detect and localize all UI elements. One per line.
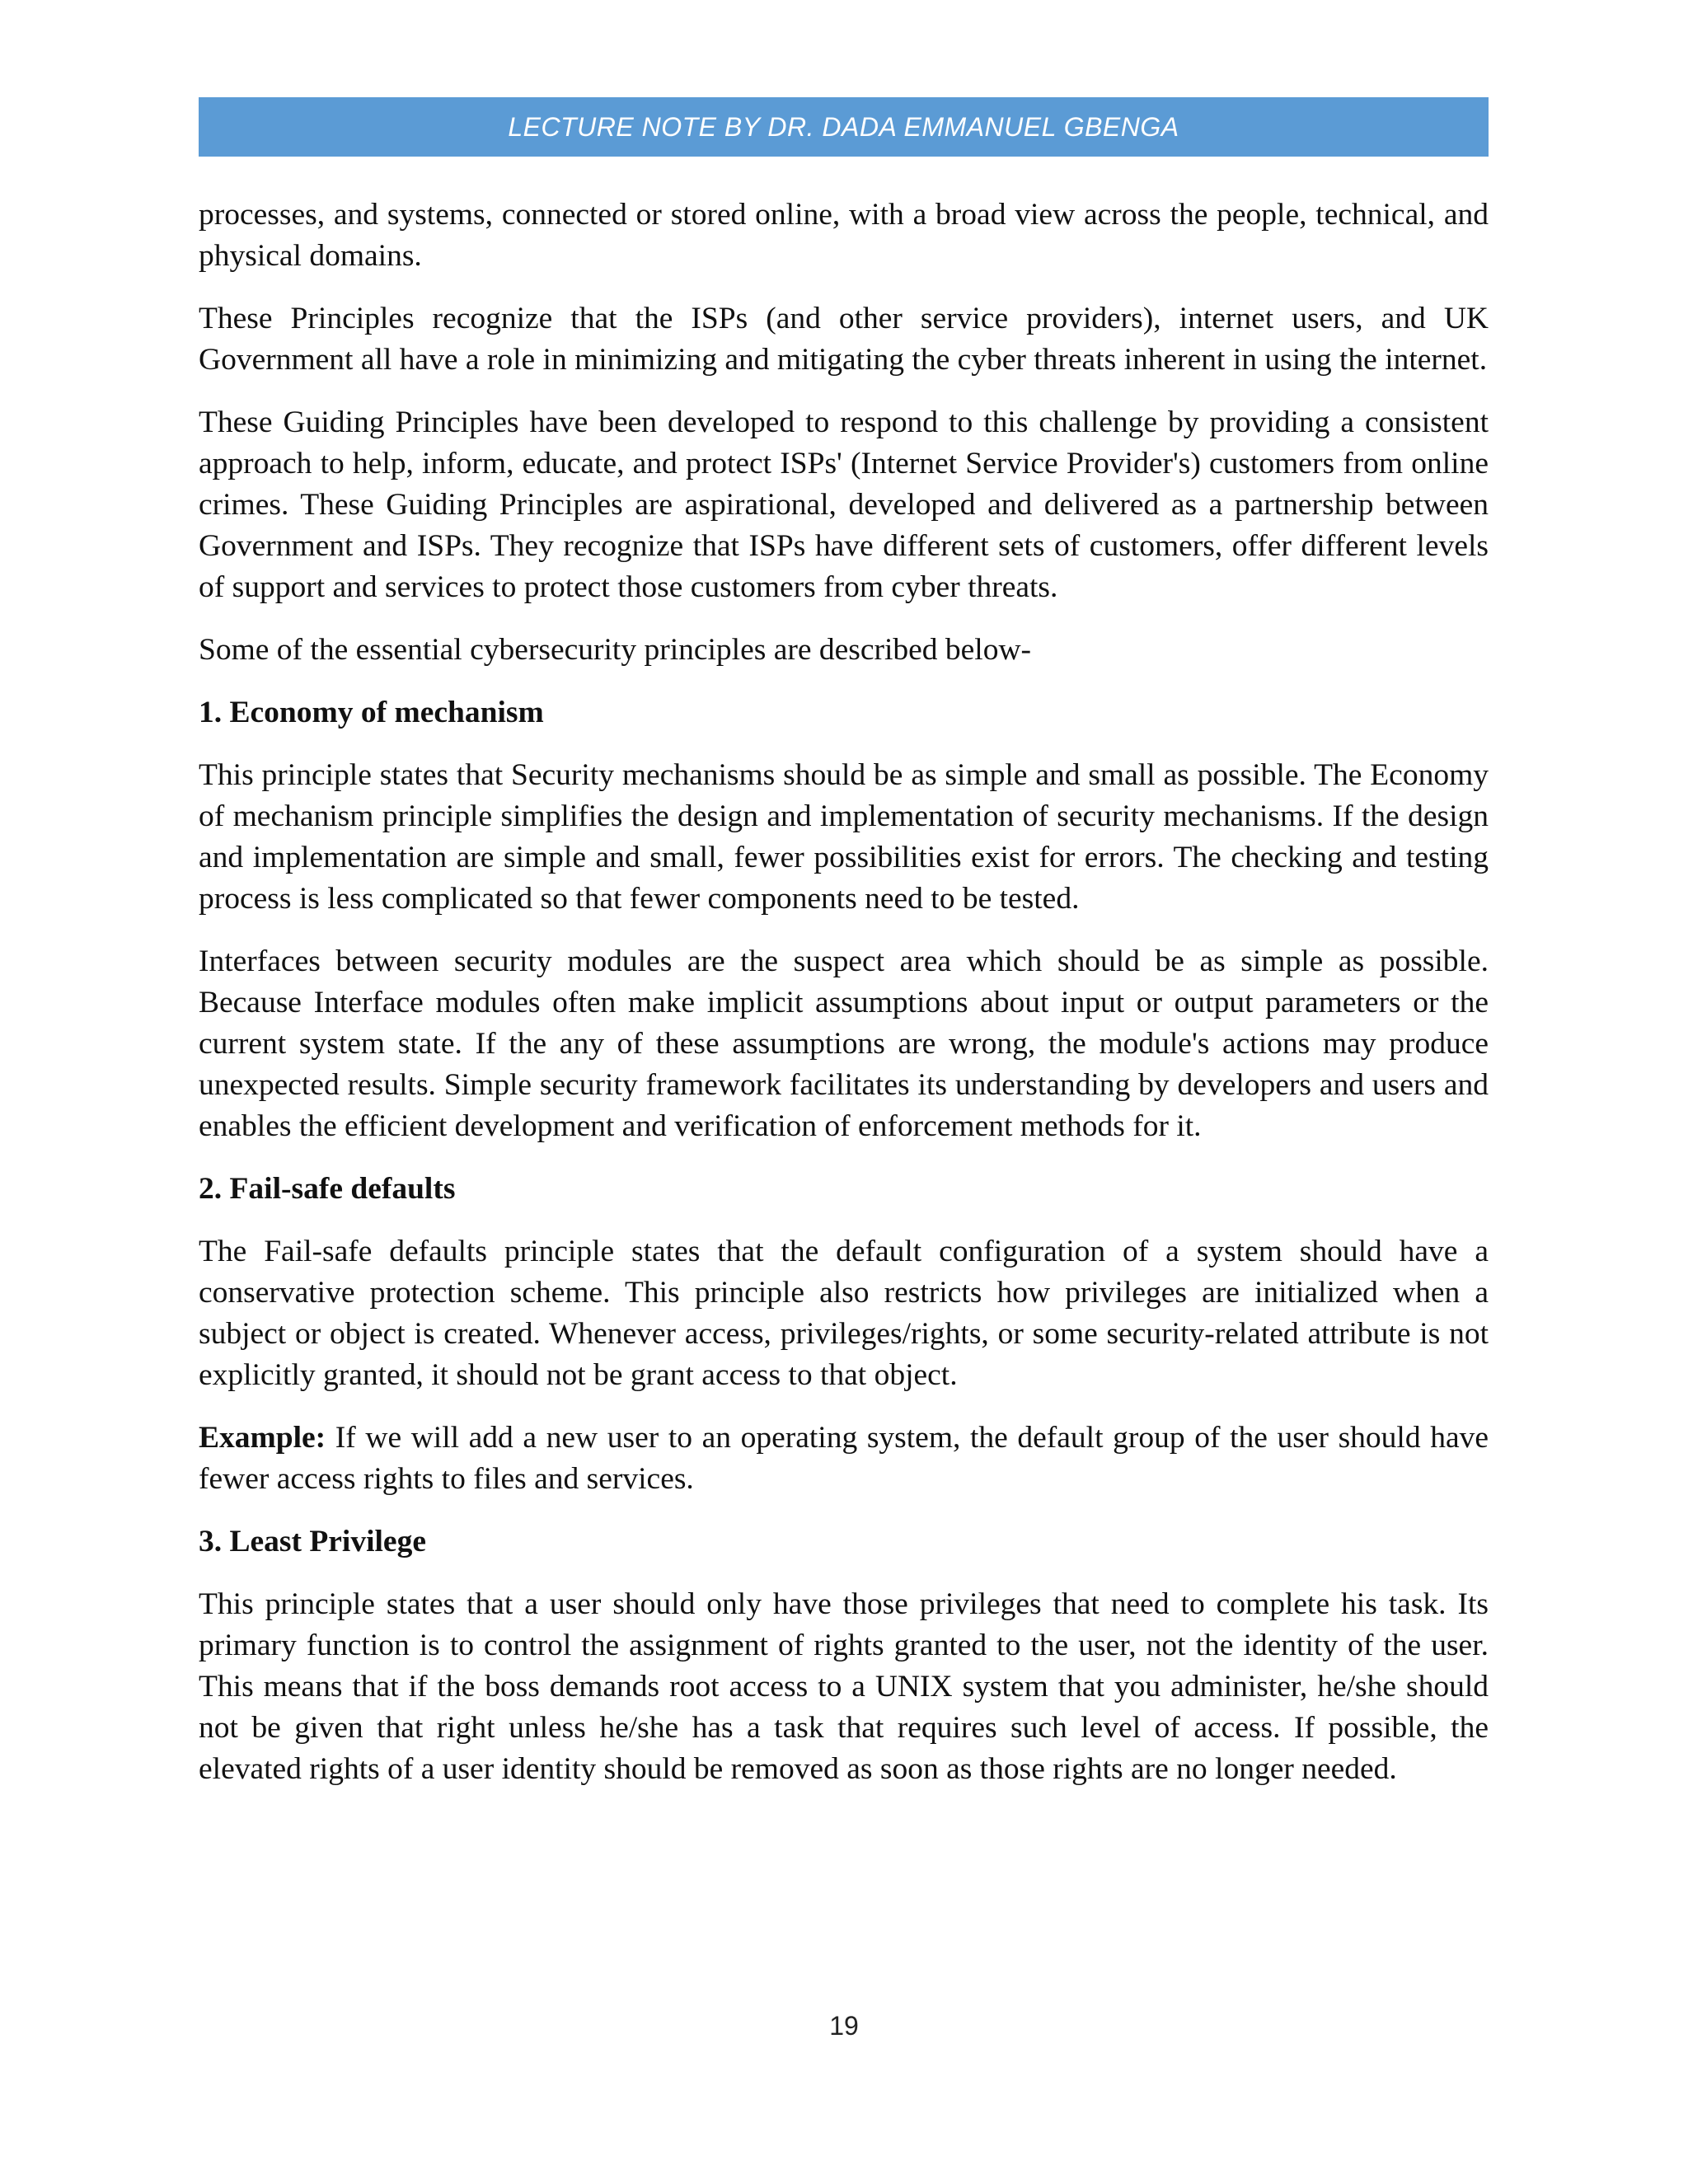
paragraph-least-privilege: This principle states that a user should only have those privileges that need to complete his task. Its primary function is to control the assignment of rights granted to the user, not the identity of the user. This means that if the boss demands root access to a UNIX system that you administer, he/she should not be given that right unless he/she has a task that requires such level of access. If possible, the elevated rights of a user identity should be removed as soon as those rights are no longer needed. bbox=[199, 1587, 1489, 1786]
section-heading-economy-of-mechanism: 1. Economy of mechanism bbox=[199, 696, 544, 729]
paragraph-fail-safe-defaults: The Fail-safe defaults principle states that the default configuration of a system should have a conservative protection scheme. This principle also restricts how privileges are initialized when a subject or object is created. Whenever access, privileges/rights, or some security-related attribute is not explicitly granted, it should not be grant access to that object. bbox=[199, 1235, 1489, 1392]
paragraph-essential-principles-intro: Some of the essential cybersecurity principles are described below- bbox=[199, 633, 1032, 667]
paragraph-principles-roles: These Principles recognize that the ISPs (and other service providers), internet users, and UK Government all have a role in minimizing and mitigating the cyber threats inherent in using the internet. bbox=[199, 302, 1489, 377]
section-heading-fail-safe-defaults: 2. Fail-safe defaults bbox=[199, 1172, 456, 1206]
page-content bbox=[199, 194, 1489, 1811]
header-title: LECTURE NOTE BY DR. DADA EMMANUEL GBENGA bbox=[508, 111, 1179, 142]
example-text: If we will add a new user to an operating system, the default group of the user should have fewer access rights to files and services. bbox=[199, 1421, 1489, 1496]
page-number: 19 bbox=[829, 2011, 859, 2041]
paragraph-economy-of-mechanism-1: This principle states that Security mechanisms should be as simple and small as possible. The Economy of mechanism principle simplifies the design and implementation of security mechanisms. If the design and implementation are simple and small, fewer possibilities exist for errors. The checking and testing process is less complicated so that fewer components need to be tested. bbox=[199, 758, 1489, 916]
paragraph-economy-of-mechanism-2: Interfaces between security modules are the suspect area which should be as simple as possible. Because Interface modules often make implicit assumptions about input or output parameters or the current system state. If the any of these assumptions are wrong, the module's actions may produce unexpected results. Simple security framework facilitates its understanding by developers and users and enables the efficient development and verification of enforcement methods for it. bbox=[199, 944, 1489, 1143]
paragraph-fail-safe-example bbox=[199, 1418, 1489, 1500]
example-label: Example: bbox=[199, 1421, 326, 1455]
header-banner bbox=[199, 97, 1489, 157]
paragraph-guiding-principles: These Guiding Principles have been developed to respond to this challenge by providing a consistent approach to help, inform, educate, and protect ISPs' (Internet Service Provider's) customers from online crimes. These Guiding Principles are aspirational, developed and delivered as a partnership between Government and ISPs. They recognize that ISPs have different sets of customers, offer different levels of support and services to protect those customers from cyber threats. bbox=[199, 405, 1489, 604]
paragraph-intro-continuation: processes, and systems, connected or stored online, with a broad view across the people, technical, and physical domains. bbox=[199, 198, 1489, 273]
section-heading-least-privilege: 3. Least Privilege bbox=[199, 1525, 426, 1558]
